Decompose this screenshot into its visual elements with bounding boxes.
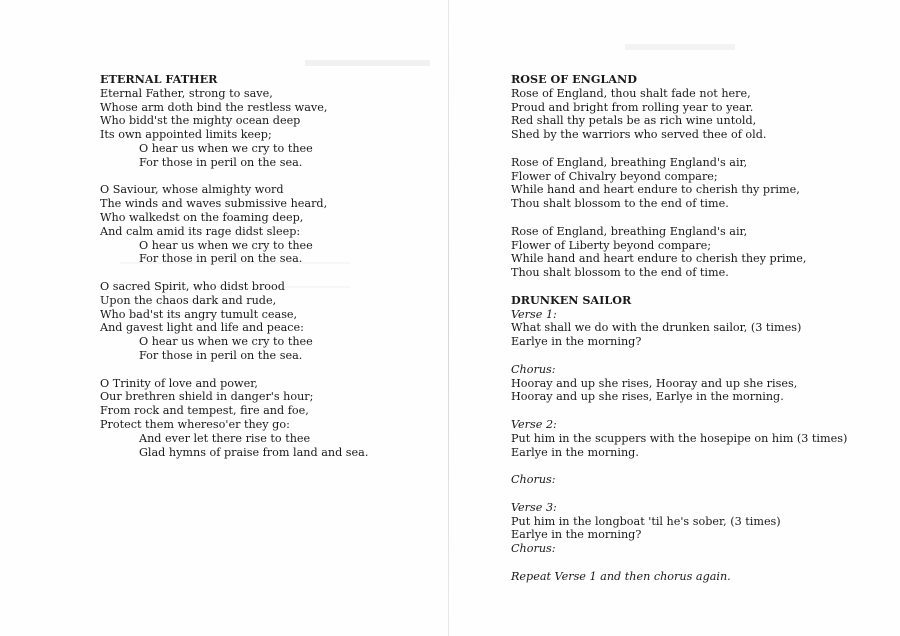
lyric-line: Flower of Liberty beyond compare; [511, 238, 712, 252]
refrain-line: Glad hymns of praise from land and sea. [139, 445, 369, 459]
chorus-label: Chorus: [511, 362, 556, 376]
refrain-line: O hear us when we cry to thee [139, 238, 313, 252]
chorus-repeat [511, 473, 851, 487]
lyric-line: Its own appointed limits keep; [100, 128, 272, 142]
lyric-line: Earlye in the morning. [511, 445, 639, 459]
lyric-line: Red shall thy petals be as rich wine untold, [511, 114, 757, 128]
verse-label: Verse 3: [511, 500, 557, 514]
lyric-line: And calm amid its rage didst sleep: [100, 224, 301, 238]
lyric-line: And gavest light and life and peace: [100, 321, 304, 335]
lyric-line: Earlye in the morning? [511, 528, 642, 542]
lyric-line: Our brethren shield in danger's hour; [100, 390, 314, 404]
chorus-label: Chorus: [511, 542, 556, 556]
refrain-line: For those in peril on the sea. [139, 252, 303, 266]
lyric-line: Earlye in the morning? [511, 335, 642, 349]
refrain-line: For those in peril on the sea. [139, 348, 303, 362]
stanza [511, 225, 851, 280]
stanza [100, 87, 430, 170]
hymn-title: ETERNAL FATHER [100, 72, 218, 86]
refrain-line: O hear us when we cry to thee [139, 335, 313, 349]
lyric-line: Rose of England, breathing England's air, [511, 224, 748, 238]
lyric-line: O Trinity of love and power, [100, 376, 258, 390]
chorus-label: Chorus: [511, 473, 556, 487]
lyric-line: Put him in the longboat 'til he's sober, (3 times) [511, 514, 781, 528]
rose-of-england-hymn [511, 73, 851, 280]
lyric-line: Whose arm doth bind the restless wave, [100, 100, 328, 114]
lyric-line: Protect them whereso'er they go: [100, 417, 290, 431]
song-title: DRUNKEN SAILOR [511, 292, 632, 307]
lyric-line: Shed by the warriors who served thee of old. [511, 128, 767, 142]
lyric-line: Thou shalt blossom to the end of time. [511, 197, 729, 211]
lyric-line: The winds and waves submissive heard, [100, 197, 328, 211]
lyric-line: Hooray and up she rises, Earlye in the morning. [511, 390, 784, 404]
lyric-line: What shall we do with the drunken sailor, (3 times) [511, 321, 802, 335]
lyric-line: Eternal Father, strong to save, [100, 86, 273, 100]
lyric-line: From rock and tempest, fire and foe, [100, 404, 309, 418]
refrain-line: For those in peril on the sea. [139, 155, 303, 169]
eternal-father-hymn [100, 73, 430, 473]
lyric-line: Proud and bright from rolling year to year. [511, 100, 754, 114]
stanza [100, 183, 430, 266]
closing-note: Repeat Verse 1 and then chorus again. [511, 569, 731, 583]
lyric-line: Thou shalt blossom to the end of time. [511, 266, 729, 280]
lyric-line: Flower of Chivalry beyond compare; [511, 169, 718, 183]
lyric-line: Who bidd'st the mighty ocean deep [100, 114, 301, 128]
lyric-line: While hand and heart endure to cherish thy prime, [511, 183, 800, 197]
lyric-line: O Saviour, whose almighty word [100, 183, 284, 197]
lyric-line: Rose of England, breathing England's air, [511, 155, 748, 169]
lyric-line: Who bad'st its angry tumult cease, [100, 307, 298, 321]
verse-label: Verse 1: [511, 307, 557, 321]
right-column [511, 73, 851, 583]
verse-3 [511, 501, 851, 556]
lyric-line: Upon the chaos dark and rude, [100, 293, 277, 307]
lyric-line: While hand and heart endure to cherish they prime, [511, 252, 807, 266]
refrain-line: And ever let there rise to thee [139, 431, 311, 445]
lyric-line: O sacred Spirit, who didst brood [100, 279, 285, 293]
lyric-line: Who walkedst on the foaming deep, [100, 210, 304, 224]
lyric-line: Rose of England, thou shalt fade not here, [511, 86, 751, 100]
refrain-line: O hear us when we cry to thee [139, 141, 313, 155]
stanza [100, 280, 430, 363]
verse-label: Verse 2: [511, 417, 557, 431]
verse-2 [511, 418, 851, 459]
hymn-title: ROSE OF ENGLAND [511, 72, 637, 86]
stanza [511, 156, 851, 211]
stanza [511, 87, 851, 142]
lyric-line: Put him in the scuppers with the hosepipe on him (3 times) [511, 431, 848, 445]
drunken-sailor-song [511, 294, 851, 584]
page-fold [448, 0, 449, 636]
stanza [100, 377, 430, 460]
lyric-line: Hooray and up she rises, Hooray and up she rises, [511, 376, 798, 390]
chorus [511, 363, 851, 404]
verse-1 [511, 308, 851, 349]
